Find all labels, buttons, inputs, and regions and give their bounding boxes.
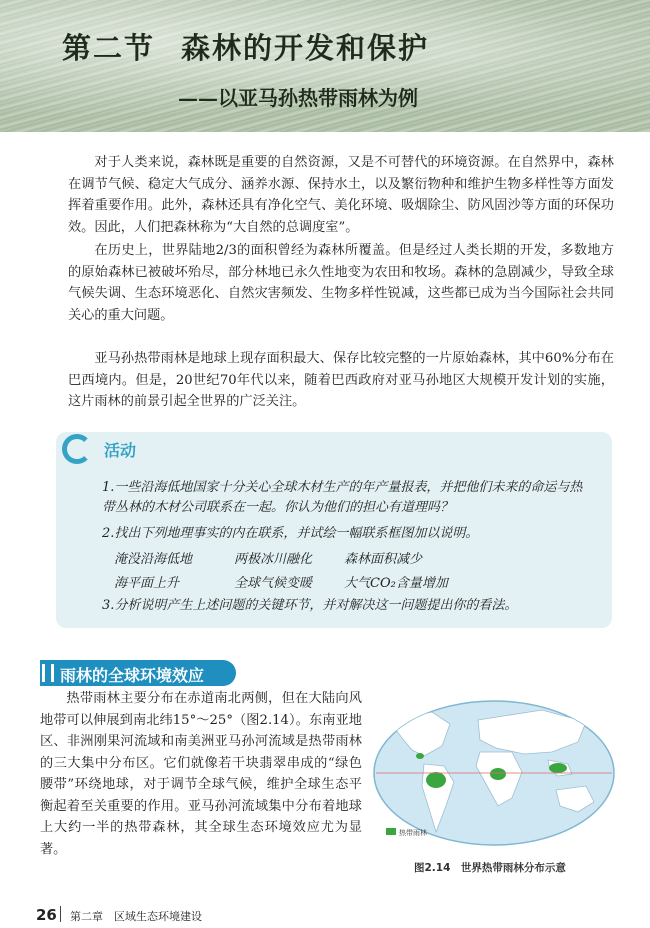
fact-item: 全球气候变暖 xyxy=(234,576,313,591)
activity-question-3: 3.分析说明产生上述问题的关键环节，并对解决这一问题提出你的看法。 xyxy=(102,598,518,613)
chapter-title: 第二章 区域生态环境建设 xyxy=(70,910,202,923)
legend-label: 热带雨林 xyxy=(399,829,427,837)
central-america-rainforest xyxy=(416,753,424,759)
activity-box xyxy=(56,432,612,628)
footer-divider xyxy=(60,906,61,922)
page-number: 26 xyxy=(36,906,57,924)
section-heading xyxy=(40,660,236,686)
body-paragraph-3: 亚马孙热带雨林是地球上现存面积最大、保存比较完整的一片原始森林，其中60%分布在巴西境内。但是，20世纪70年代以来，随着巴西政府对亚马孙地区大规模开发计划的实施，这片雨林的前景引起全世界的广泛关注。 xyxy=(68,351,614,409)
body-paragraph-1: 对于人类来说，森林既是重要的自然资源，又是不可替代的环境资源。在自然界中，森林在调节气候、稳定大气成分、涵养水源、保持水土，以及繁衍物种和维护生物多样性等方面发挥着重要作用。此外，森林还具有净化空气、美化环境、吸烟除尘、防风固沙等方面的环保功效。因此，人们把森林称为“大自然的总调度室”。 xyxy=(68,155,614,235)
legend-swatch xyxy=(386,828,396,835)
body-paragraph-2: 在历史上，世界陆地2/3的面积曾经为森林所覆盖。但是经过人类长期的开发，多数地方的原始森林已被破坏殆尽，部分林地已永久性地变为农田和牧场。森林的急剧减少，导致全球气候失调、生态环境恶化、自然灾害频发、生物多样性锐减，这些都已成为当今国际社会共同关心的重大问题。 xyxy=(68,243,614,323)
amazon-rainforest xyxy=(426,772,446,788)
activity-question-1: 1.一些沿海低地国家十分关心全球木材生产的年产量报表，并把他们未来的命运与热带丛林的木材公司联系在一起。你认为他们的担心有道理吗？ xyxy=(102,480,583,515)
section-banner xyxy=(0,0,650,132)
figure-caption: 图2.14 世界热带雨林分布示意 xyxy=(414,862,566,874)
southeast-asia-rainforest xyxy=(549,763,567,773)
section-heading-text: 雨林的全球环境效应 xyxy=(60,666,205,685)
activity-cycle-icon xyxy=(62,434,92,464)
section-number: 第二节 xyxy=(62,31,156,65)
activity-question-2: 2.找出下列地理事实的内在联系，并试绘一幅联系框图加以说明。 xyxy=(102,526,479,541)
fact-item: 森林面积减少 xyxy=(344,552,423,567)
world-rainforest-map xyxy=(372,694,616,852)
section-title xyxy=(62,26,429,67)
map-svg xyxy=(372,694,616,852)
fact-item: 两极冰川融化 xyxy=(234,552,313,567)
activity-label: 活动 xyxy=(104,441,137,460)
section-paragraph: 热带雨林主要分布在赤道南北两侧，但在大陆向风地带可以伸展到南北纬15°～25°（图2.14）。东南亚地区、非洲刚果河流域和南美洲亚马孙河流域是热带雨林的三大集中分布区。它们就像若干块翡翠串成的“绿色腰带”环绕地球，对于调节全球气候，维护全球生态平衡起着至关重要的作用。亚马孙河流域集中分布着地球上大约一半的热带森林，其全球生态环境效应尤为显著。 xyxy=(40,691,362,857)
fact-item: 大气CO₂含量增加 xyxy=(344,576,448,591)
fact-item: 海平面上升 xyxy=(114,576,180,591)
section-title-text: 森林的开发和保护 xyxy=(181,31,430,65)
fact-item: 淹没沿海低地 xyxy=(114,552,193,567)
heading-bars-icon xyxy=(42,664,54,682)
congo-rainforest xyxy=(490,768,506,780)
section-subtitle: ——以亚马孙热带雨林为例 xyxy=(178,86,418,110)
